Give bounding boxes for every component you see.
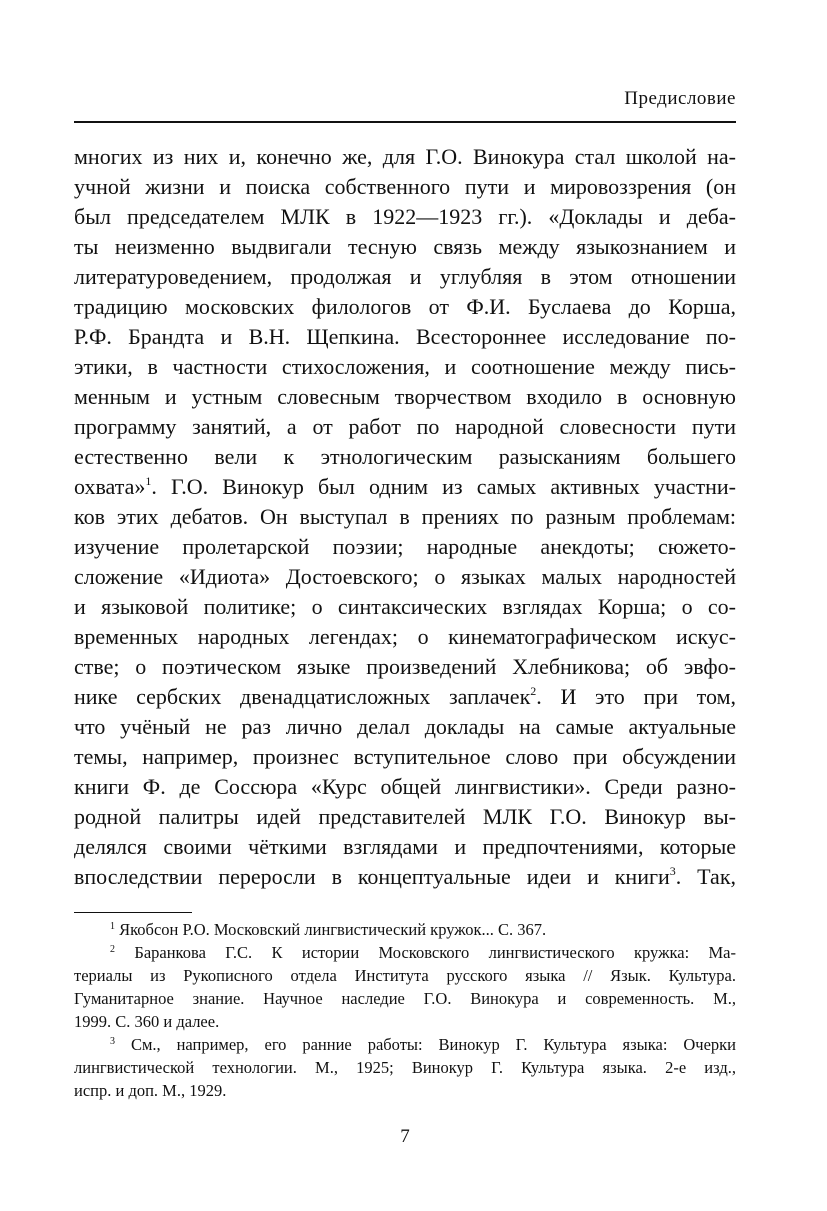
text-line: [74, 862, 736, 892]
footnote-ref-2[interactable]: 2: [530, 684, 537, 698]
text-segment: охвата»: [74, 474, 146, 499]
text-line: Р.Ф. Брандта и В.Н. Щепкина. Всестороннее исследование по-: [74, 324, 736, 349]
body-text: [74, 142, 736, 892]
text-line: делялся своими чёткими взглядами и предпочтениями, которые: [74, 834, 736, 859]
footnote-line: териалы из Рукописного отдела Института русского языка // Язык. Культура.: [74, 966, 736, 985]
running-header: Предисловие: [624, 88, 736, 109]
text-line: ты неизменно выдвигали тесную связь между языкознанием и: [74, 234, 736, 259]
text-line: был председателем МЛК в 1922—1923 гг.). «Доклады и деба-: [74, 204, 736, 229]
text-line: этики, в частности стихосложения, и соотношение между пись-: [74, 354, 736, 379]
footnote-2: [74, 941, 736, 964]
text-line: [74, 472, 736, 502]
text-segment: впоследствии переросли в концептуальные идеи и книги: [74, 864, 670, 889]
text-line: традицию московских филологов от Ф.И. Буслаева до Корша,: [74, 294, 736, 319]
footnote-3: [74, 1033, 736, 1056]
header-rule: [74, 121, 736, 123]
footnote-text: Баранкова Г.С. К истории Московского лингвистического кружка: Ма-: [134, 943, 737, 962]
text-line: стве; о поэтическом языке произведений Хлебникова; об эвфо-: [74, 654, 736, 679]
footnote-text: См., например, его ранние работы: Винокур Г. Культура языка: Очерки: [130, 1035, 736, 1054]
footnote-number: 3: [110, 1036, 115, 1047]
text-line: ков этих дебатов. Он выступал в прениях по разным проблемам:: [74, 504, 736, 529]
page-number: 7: [400, 1126, 410, 1147]
footnote-line: 1999. С. 360 и далее.: [74, 1012, 220, 1031]
text-line: родной палитры идей представителей МЛК Г.О. Винокур вы-: [74, 804, 736, 829]
footnotes: [74, 918, 736, 1102]
text-line: книги Ф. де Соссюра «Курс общей лингвистики». Среди разно-: [74, 774, 736, 799]
text-line: и языковой политике; о синтаксических взглядах Корша; о со-: [74, 594, 736, 619]
text-line: литературоведением, продолжая и углубляя в этом отношении: [74, 264, 736, 289]
text-line: менным и устным словесным творчеством входило в основную: [74, 384, 736, 409]
text-segment: . И это при том,: [536, 684, 736, 709]
footnote-text: Якобсон Р.О. Московский лингвистический кружок... С. 367.: [119, 920, 547, 939]
footnote-1: [74, 918, 736, 941]
text-segment: . Так,: [675, 864, 737, 889]
footnote-ref-1[interactable]: 1: [145, 474, 152, 488]
footnote-ref-3[interactable]: 3: [669, 864, 676, 878]
text-segment: нике сербских двенадцатисложных заплачек: [74, 684, 531, 709]
text-line: временных народных легендах; о кинематографическом искус-: [74, 624, 736, 649]
footnote-number: 2: [110, 944, 115, 955]
text-line: естественно вели к этнологическим разысканиям большего: [74, 444, 736, 469]
footnote-separator: [74, 912, 192, 913]
footnote-line: испр. и доп. М., 1929.: [74, 1081, 227, 1100]
footnote-line: лингвистической технологии. М., 1925; Винокур Г. Культура языка. 2-е изд.,: [74, 1058, 736, 1077]
text-line: программу занятий, а от работ по народной словесности пути: [74, 414, 736, 439]
text-line: многих из них и, конечно же, для Г.О. Винокура стал школой на-: [74, 144, 736, 169]
text-line: учной жизни и поиска собственного пути и мировоззрения (он: [74, 174, 736, 199]
footnote-line: Гуманитарное знание. Научное наследие Г.О. Винокура и современность. М.,: [74, 989, 736, 1008]
text-line: что учёный не раз лично делал доклады на самые актуальные: [74, 714, 736, 739]
text-segment: . Г.О. Винокур был одним из самых активных участни-: [151, 474, 736, 499]
text-line: [74, 682, 736, 712]
text-line: сложение «Идиота» Достоевского; о языках малых народностей: [74, 564, 736, 589]
text-line: темы, например, произнес вступительное слово при обсуждении: [74, 744, 736, 769]
text-line: изучение пролетарской поэзии; народные анекдоты; сюжето-: [74, 534, 736, 559]
footnote-number: 1: [110, 921, 115, 932]
